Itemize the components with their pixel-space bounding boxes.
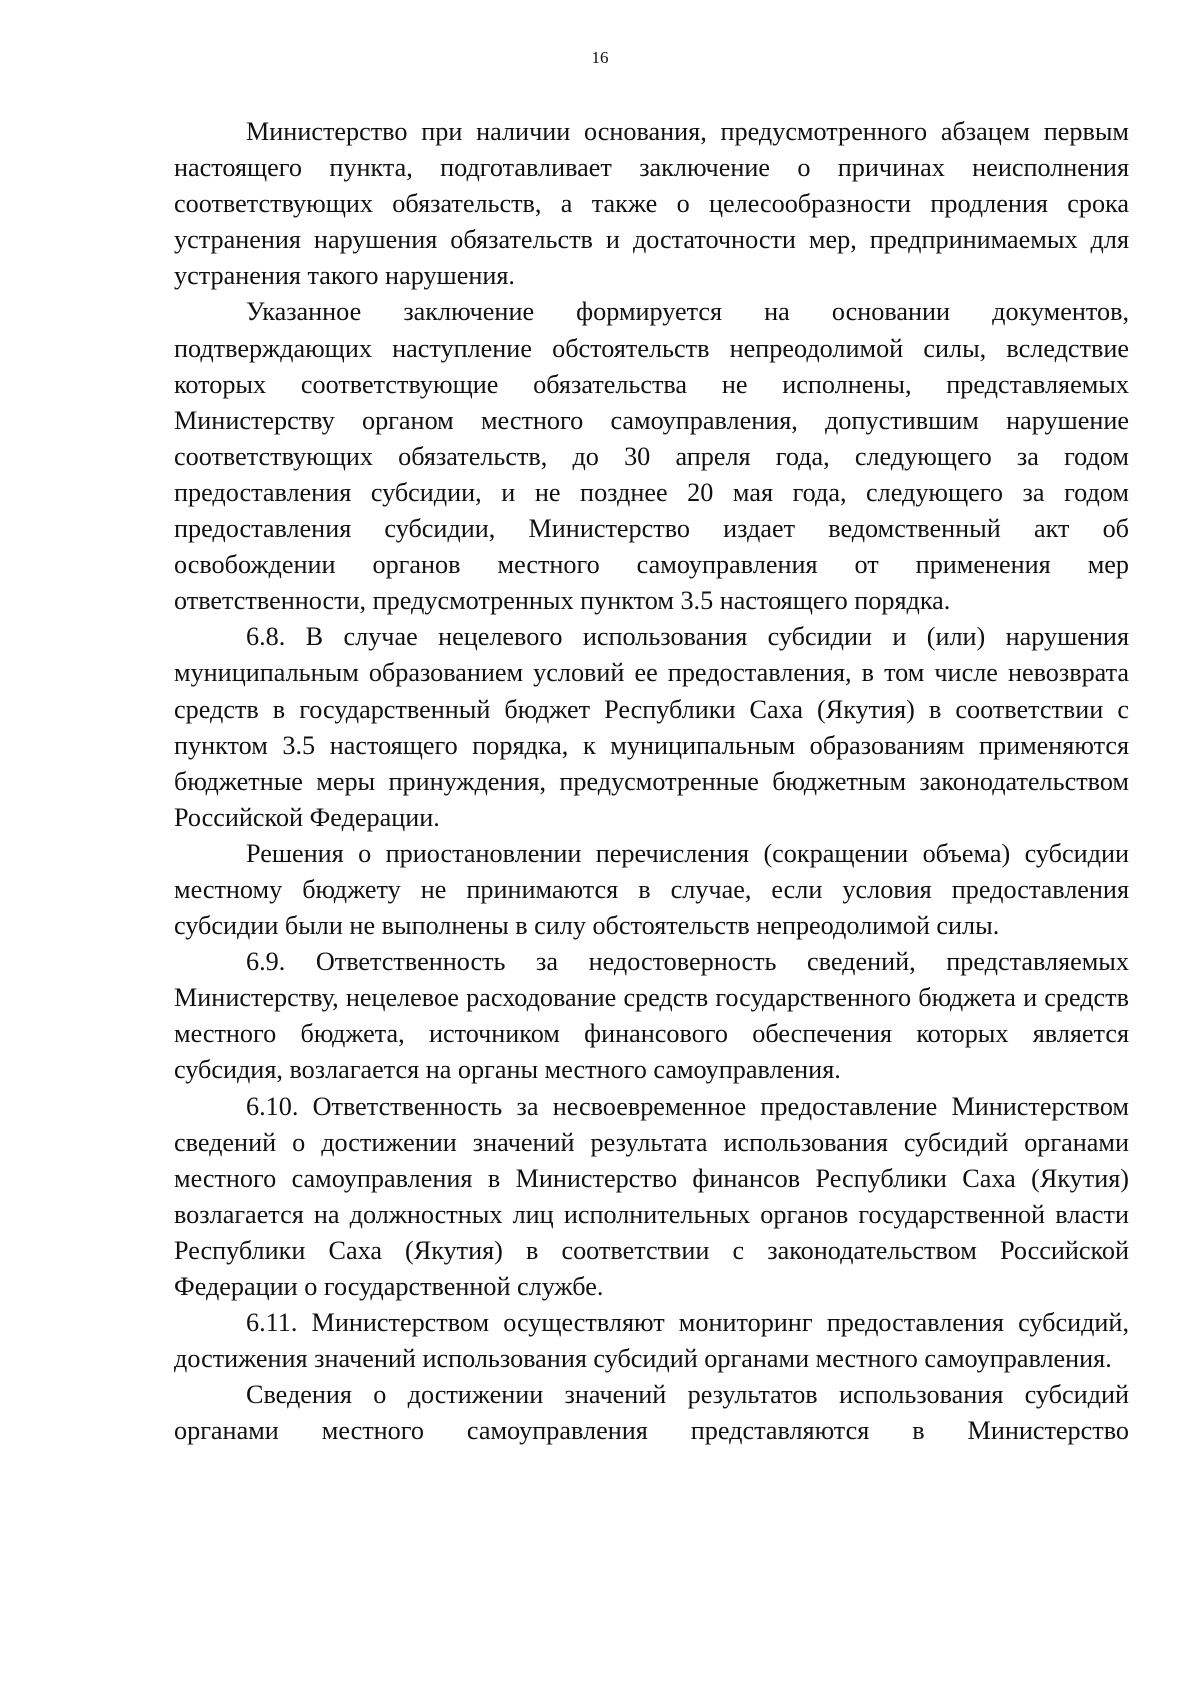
paragraph-conclusion-basis: Указанное заключение формируется на основании документов, подтверждающих наступление обстоятельств непреодолимой силы, вследствие которых соответствующие обязательства не исполнены, представляемых Министерству органом местного самоуправления, допустившим нарушение соответствующих обязательств, до 30 апреля года, следующего за годом предоставления субсидии, и не позднее 20 мая года, следующего за годом предоставления субсидии, Министерство издает ведомственный акт об освобождении органов местного самоуправления от применения мер ответственности, предусмотренных пунктом 3.5 настоящего порядка.: [174, 297, 1129, 616]
paragraph-clause-6-10: 6.10. Ответственность за несвоевременное предоставление Министерством сведений о достижении значений результата использования субсидий органами местного самоуправления в Министерство финансов Республики Саха (Якутия) возлагается на должностных лиц исполнительных органов государственной власти Республики Саха (Якутия) в соответствии с законодательством Российской Федерации о государственной службе.: [174, 1091, 1129, 1301]
paragraph-clause-6-9: 6.9. Ответственность за недостоверность сведений, представляемых Министерству, нецелевое расходование средств государственного бюджета и средств местного бюджета, источником финансового обеспечения которых является субсидия, возлагается на органы местного самоуправления.: [174, 947, 1129, 1085]
document-body: [174, 114, 1129, 1449]
paragraph-clause-6-11: 6.11. Министерством осуществляют мониторинг предоставления субсидий, достижения значений использования субсидий органами местного самоуправления.: [174, 1308, 1129, 1374]
page-number: 16: [591, 48, 609, 67]
paragraph-ministry-conclusion: Министерство при наличии основания, предусмотренного абзацем первым настоящего пункта, подготавливает заключение о причинах неисполнения соответствующих обязательств, а также о целесообразности продления срока устранения нарушения обязательств и достаточности мер, предпринимаемых для устранения такого нарушения.: [174, 117, 1129, 291]
paragraph-clause-6-8: 6.8. В случае нецелевого использования субсидии и (или) нарушения муниципальным образованием условий ее предоставления, в том числе невозврата средств в государственный бюджет Республики Саха (Якутия) в соответствии с пунктом 3.5 настоящего порядка, к муниципальным образованиям применяются бюджетные меры принуждения, предусмотренные бюджетным законодательством Российской Федерации.: [174, 622, 1129, 832]
paragraph-results-information: Сведения о достижении значений результатов использования субсидий органами местного самоуправления представляются в Министерство: [174, 1380, 1129, 1446]
paragraph-suspension-decisions: Решения о приостановлении перечисления (сокращении объема) субсидии местному бюджету не принимаются в случае, если условия предоставления субсидии были не выполнены в силу обстоятельств непреодолимой силы.: [174, 838, 1129, 941]
